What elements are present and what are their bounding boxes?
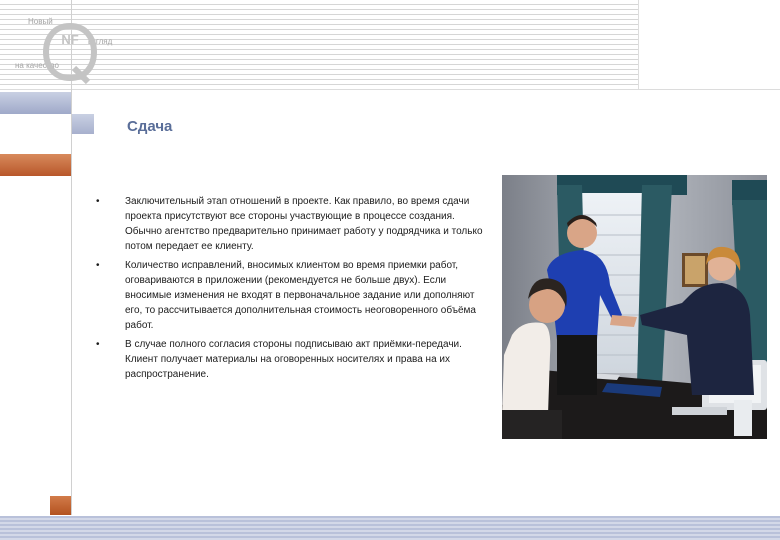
logo-text-bottom: на качество (15, 61, 59, 70)
handshake-illustration (502, 175, 767, 439)
header-divider (0, 89, 780, 90)
accent-block-blue-small (72, 114, 94, 134)
logo-mark-text: NF (61, 32, 79, 47)
handshake-photo (502, 175, 767, 439)
bullet-list (96, 194, 492, 386)
logo-text-middle: взгляд (88, 37, 113, 46)
bullet-item (96, 194, 492, 254)
bullet-icon: • (96, 196, 100, 207)
bullet-text: Количество исправлений, вносимых клиентом во время приемки работ, оговариваются в приложении (рекомендуется не больше двух). Если вносимые изменения не входят в первоначальное задание или дополняют его, то рассчитывается дополнительная стоимость неоговоренного объёма работ. (125, 260, 476, 331)
bullet-item (96, 337, 492, 382)
bullet-item (96, 258, 492, 333)
bullet-icon: • (96, 339, 100, 350)
logo-q-icon (40, 20, 100, 84)
footer-band (0, 516, 780, 540)
bullet-text: В случае полного согласия стороны подписываю акт приёмки-передачи. Клиент получает материалы на оговоренных носителях и права на их распространение. (125, 339, 462, 380)
logo-text-top: Новый (28, 17, 53, 26)
bullet-icon: • (96, 260, 100, 271)
accent-block-orange-small (50, 496, 71, 515)
accent-block-blue (0, 92, 71, 114)
header-blank-panel (638, 0, 780, 90)
bullet-text: Заключительный этап отношений в проекте. Как правило, во время сдачи проекта присутствуют все стороны участвующие в процессе создания. Обычно агентство предварительно принимает работу у подрядчика и только потом передает ее клиенту. (125, 196, 483, 252)
accent-block-orange (0, 154, 71, 176)
slide-title: Сдача (127, 118, 173, 135)
